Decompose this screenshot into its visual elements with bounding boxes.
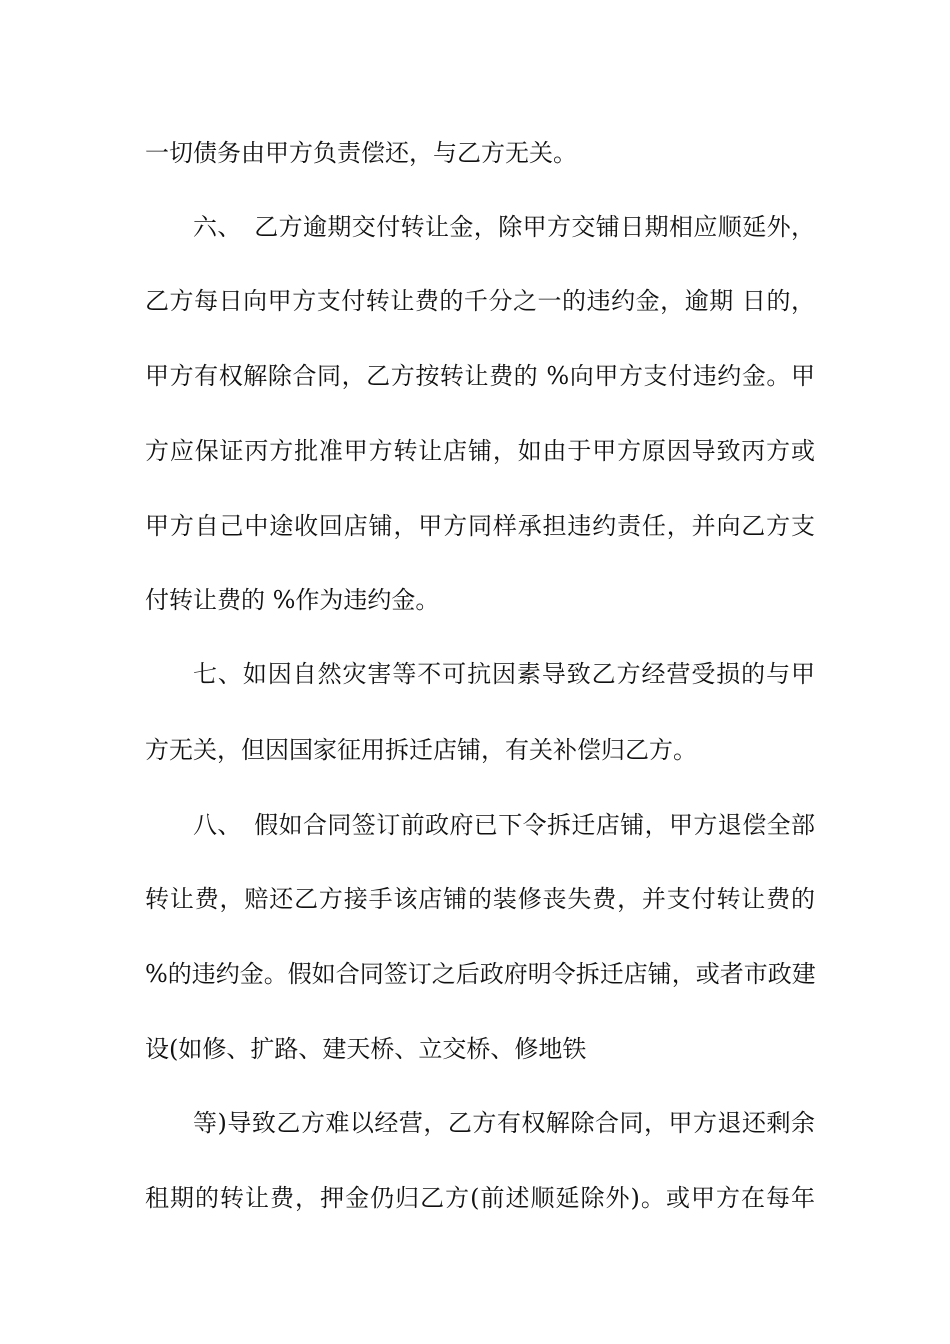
text-line: 租期的转让费，押金仍归乙方(前述顺延除外)。或甲方在每年 xyxy=(145,1184,815,1212)
text-line: 六、 乙方逾期交付转让金，除甲方交铺日期相应顺延外， xyxy=(193,213,815,241)
text-line: 一切债务由甲方负责偿还，与乙方无关。 xyxy=(145,139,577,167)
text-line: %的违约金。假如合同签订之后政府明令拆迁店铺，或者市政建 xyxy=(145,960,816,988)
text-line: 八、 假如合同签订前政府已下令拆迁店铺，甲方退偿全部 xyxy=(193,811,815,839)
text-line: 方无关，但因国家征用拆迁店铺，有关补偿归乙方。 xyxy=(145,736,697,764)
text-line: 设(如修、扩路、建天桥、立交桥、修地铁 xyxy=(145,1035,587,1063)
text-line: 方应保证丙方批准甲方转让店铺，如由于甲方原因导致丙方或 xyxy=(145,437,815,465)
text-line: 等)导致乙方难以经营，乙方有权解除合同，甲方退还剩余 xyxy=(193,1109,815,1137)
text-line: 甲方自己中途收回店铺，甲方同样承担违约责任，并向乙方支 xyxy=(145,512,815,540)
text-line: 付转让费的 %作为违约金。 xyxy=(145,586,440,614)
text-line: 七、如因自然灾害等不可抗因素导致乙方经营受损的与甲 xyxy=(193,660,815,688)
text-line: 乙方每日向甲方支付转让费的千分之一的违约金，逾期 日的， xyxy=(145,287,815,315)
text-line: 甲方有权解除合同，乙方按转让费的 %向甲方支付违约金。甲 xyxy=(145,362,815,390)
text-line: 转让费，赔还乙方接手该店铺的装修丧失费，并支付转让费的 xyxy=(145,885,815,913)
